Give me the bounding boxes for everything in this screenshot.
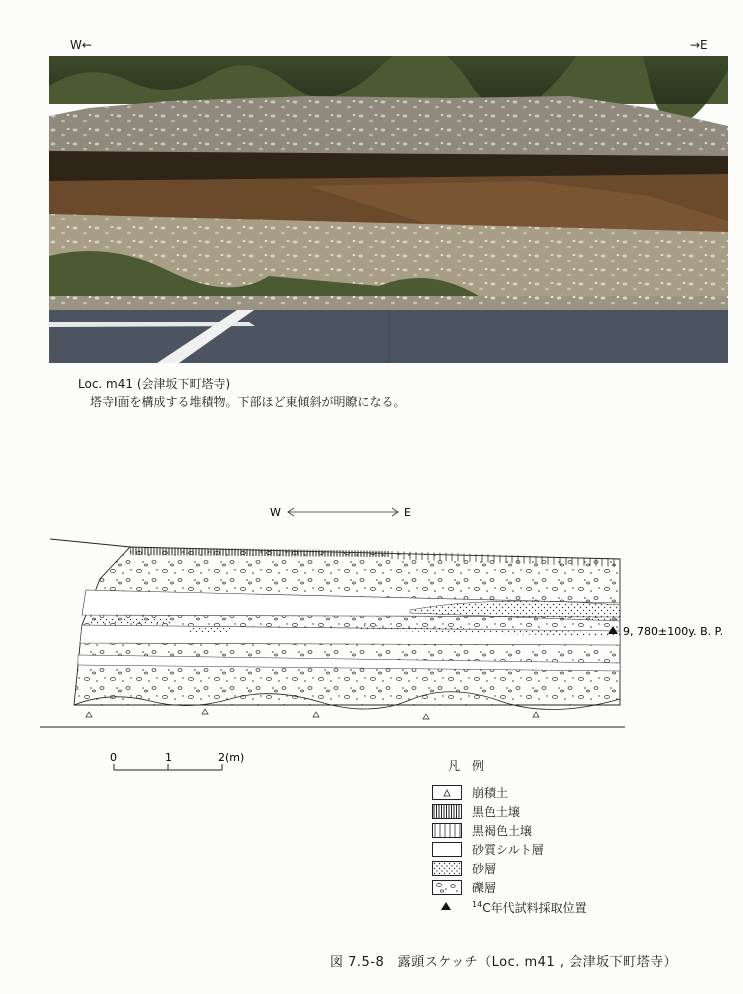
- legend-swatch-black-soil: [432, 804, 462, 819]
- legend-label: 黒色土壌: [472, 805, 521, 819]
- sketch-east-label: E: [404, 506, 411, 519]
- legend-swatch-colluvium: [432, 785, 462, 800]
- legend-label: 黒褐色土壌: [472, 824, 533, 838]
- legend-title: 凡 例: [448, 759, 485, 773]
- photo-caption-description: 塔寺Ⅰ面を構成する堆積物。下部ほど東傾斜が明瞭になる。: [90, 395, 406, 409]
- legend-swatch-sand: [432, 861, 462, 876]
- legend-sample-superscript: 14: [472, 900, 483, 909]
- sketch-date-label: 9, 780±100y. B. P.: [623, 625, 724, 638]
- sketch-west-label: W: [270, 506, 281, 519]
- scale-tick-0: 0: [110, 751, 117, 764]
- scale-bar: [100, 750, 260, 780]
- photo-caption-location: Loc. m41 (会津坂下町塔寺): [78, 377, 231, 391]
- photo-east-label: →E: [690, 38, 708, 52]
- outcrop-photo: [49, 56, 728, 363]
- legend-sample-label: C年代試料採取位置: [482, 901, 587, 915]
- scale-tick-1: 1: [165, 751, 172, 764]
- legend-swatch-gravel: [432, 880, 462, 895]
- legend-label: 崩積土: [472, 786, 509, 800]
- sample-triangle-icon: [440, 901, 452, 911]
- figure-caption: 図 7.5-8 露頭スケッチ（Loc. m41 , 会津坂下町塔寺）: [330, 955, 678, 970]
- legend-swatch-sandy-silt: [432, 842, 462, 857]
- legend-swatch-dark-brown-soil: [432, 823, 462, 838]
- legend-label: 砂層: [472, 862, 497, 876]
- scale-tick-2: 2(m): [218, 751, 245, 764]
- legend-label: 砂質シルト層: [472, 843, 544, 857]
- outcrop-sketch: [30, 495, 730, 785]
- legend-label: 礫層: [472, 881, 497, 895]
- legend-sample-label-wrap: [472, 899, 587, 916]
- photo-west-label: W←: [70, 38, 92, 52]
